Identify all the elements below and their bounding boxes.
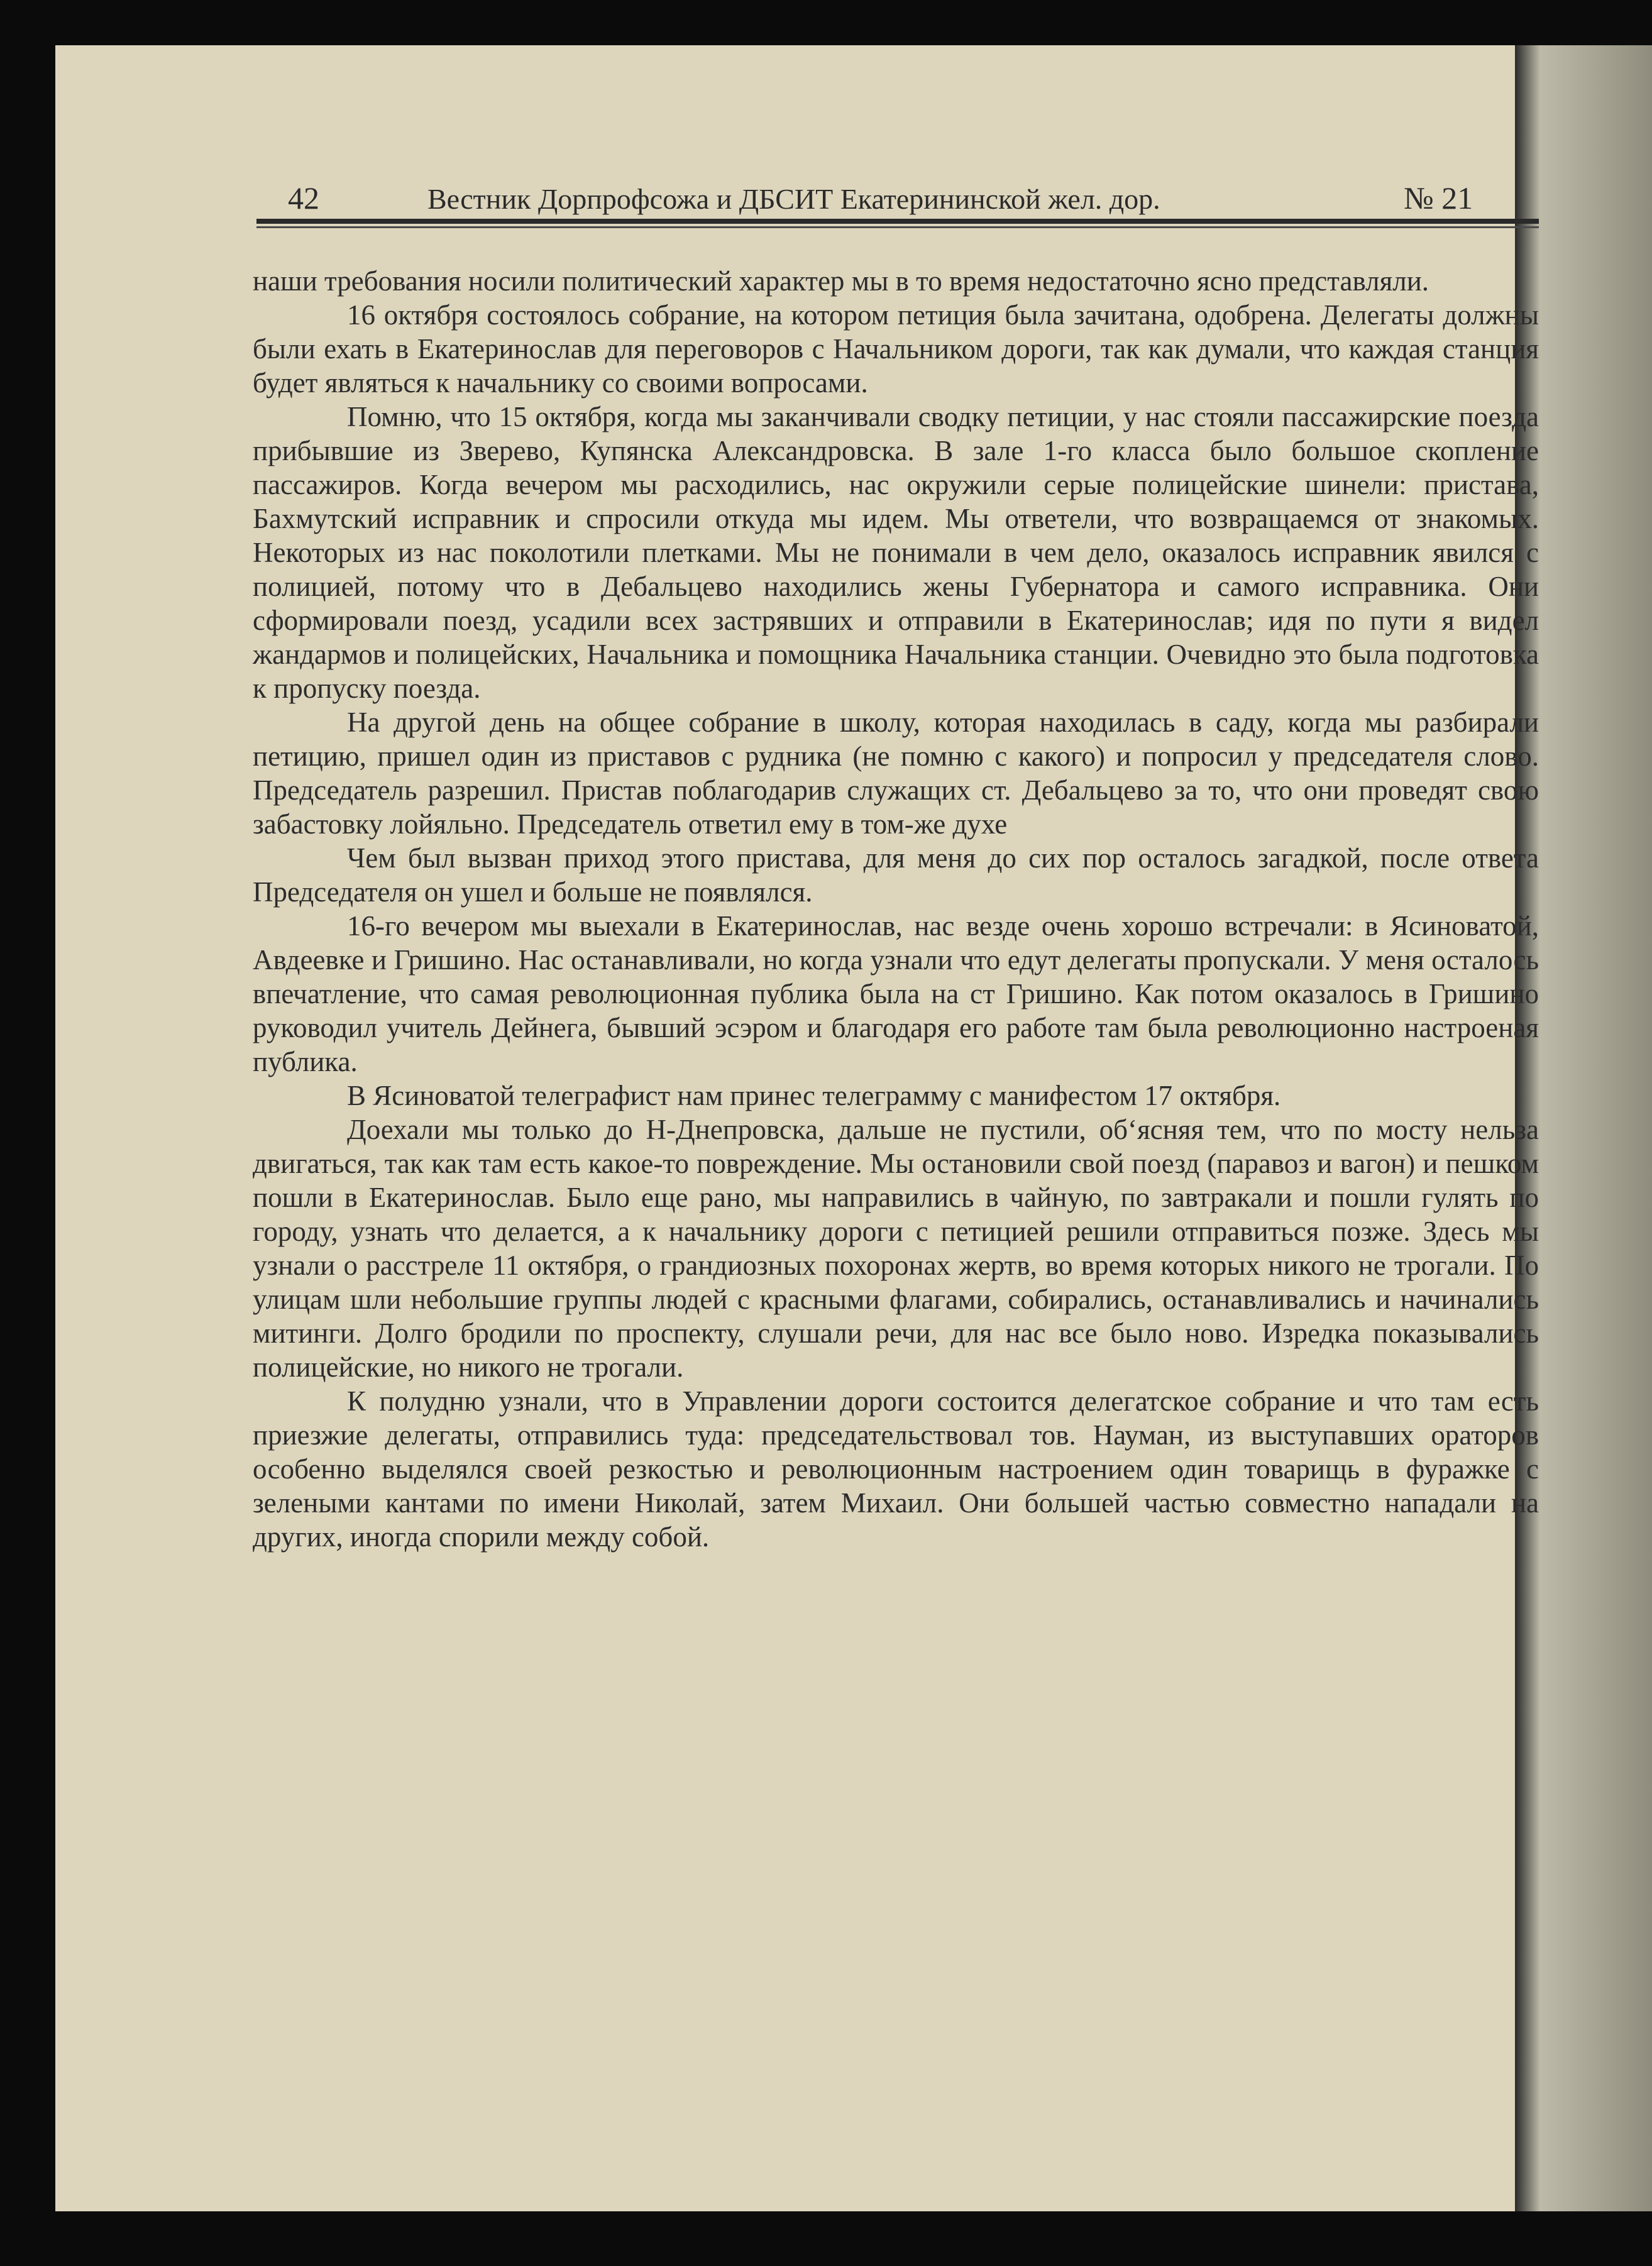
paragraph: Чем был вызван приход этого пристава, для меня до сих пор осталось загадкой, после ответа Председателя он ушел и больше не появлялся. (253, 842, 1539, 908)
page-header (200, 180, 1540, 224)
header-rule (256, 219, 1539, 224)
paragraph: В Ясиноватой телеграфист нам принес телеграмму с манифестом 17 октября. (347, 1080, 1281, 1111)
page-number: 42 (288, 180, 319, 216)
paragraph: 16 октября состоялось собрание, на котором петиция была зачитана, одобрена. Делегаты должны были ехать в Екатеринослав для переговоров с Начальником дороги, так как думали, что каждая станция будет являться к начальнику со своими вопросами. (253, 299, 1539, 399)
paragraph: Помню, что 15 октября, когда мы заканчивали сводку петиции, у нас стояли пассажирские поезда прибывшие из Зверево, Купянска Александровска. В зале 1-го класса было большое скопление пассажиров. Когда вечером мы расходились, нас окружили серые полицейские шинели: пристава, Бахмутский исправник и спросили откуда мы идем. Мы ответели, что возвращаемся от знакомых. Некоторых из нас поколотили плетками. Мы не понимали в чем дело, оказалось исправник явился с полицией, потому что в Дебальцево находились жены Губернатора и самого исправника. Они сформировали поезд, усадили всех застрявших и отправили в Екатеринослав; идя по пути я видел жандармов и полицейских, Начальника и помощника Начальника станции. Очевидно это была подготовка к пропуску поезда. (253, 401, 1539, 704)
article-body (253, 264, 1539, 1554)
header-rule-thin (256, 226, 1539, 228)
paragraph: К полудню узнали, что в Управлении дороги состоится делегатское собрание и что там есть приезжие делегаты, отправились туда: председательствовал тов. Науман, из выступавших ораторов особенно выделялся своей резкостью и революционным настроением один товарищь в фуражке с зелеными кантами по имени Николай, затем Михаил. Они большей частью совместно нападали на других, иногда спорили между собой. (253, 1385, 1539, 1553)
paragraph: наши требования носили политический характер мы в то время недостаточно ясно представляли. (253, 265, 1429, 297)
paragraph: Доехали мы только до Н-Днепровска, дальше не пустили, об‘ясняя тем, что по мосту нельза двигаться, так как там есть какое-то повреждение. Мы остановили свой поезд (паравоз и вагон) и пешком пошли в Екатеринослав. Было еще рано, мы направились в чайную, по завтракали и пошли гулять по городу, узнать что делается, а к начальнику дороги с петицией решили отправиться позже. Здесь мы узнали о расстреле 11 октября, о грандиозных похоронах жертв, во время которых никого не трогали. По улицам шли небольшие группы людей с красными флагами, собирались, останавливались и начинались митинги. Долго бродили по проспекту, слушали речи, для нас все было ново. Изредка показывались полицейские, но никого не трогали. (253, 1114, 1539, 1383)
paragraph: На другой день на общее собрание в школу, которая находилась в саду, когда мы разбирали петицию, пришел один из приставов с рудника (не помню с какого) и попросил у председателя слово. Председатель разрешил. Пристав поблагодарив служащих ст. Дебальцево за то, что они проведят свою забастовку лойяльно. Председатель ответил ему в том-же духе (253, 707, 1539, 840)
issue-number: № 21 (1404, 180, 1473, 216)
paragraph: 16-го вечером мы выехали в Екатеринослав, нас везде очень хорошо встречали: в Ясиноватой, Авдеевке и Гришино. Нас останавливали, но когда узнали что едут делегаты пропускали. У меня осталось впечатление, что самая революционная публика была на ст Гришино. Как потом оказалось в Гришино руководил учитель Дейнега, бывший эсэром и благодаря его работе там была революционно настроеная публика. (253, 910, 1539, 1077)
journal-title: Вестник Дорпрофсожа и ДБСИТ Екатерининской жел. дор. (427, 183, 1160, 215)
